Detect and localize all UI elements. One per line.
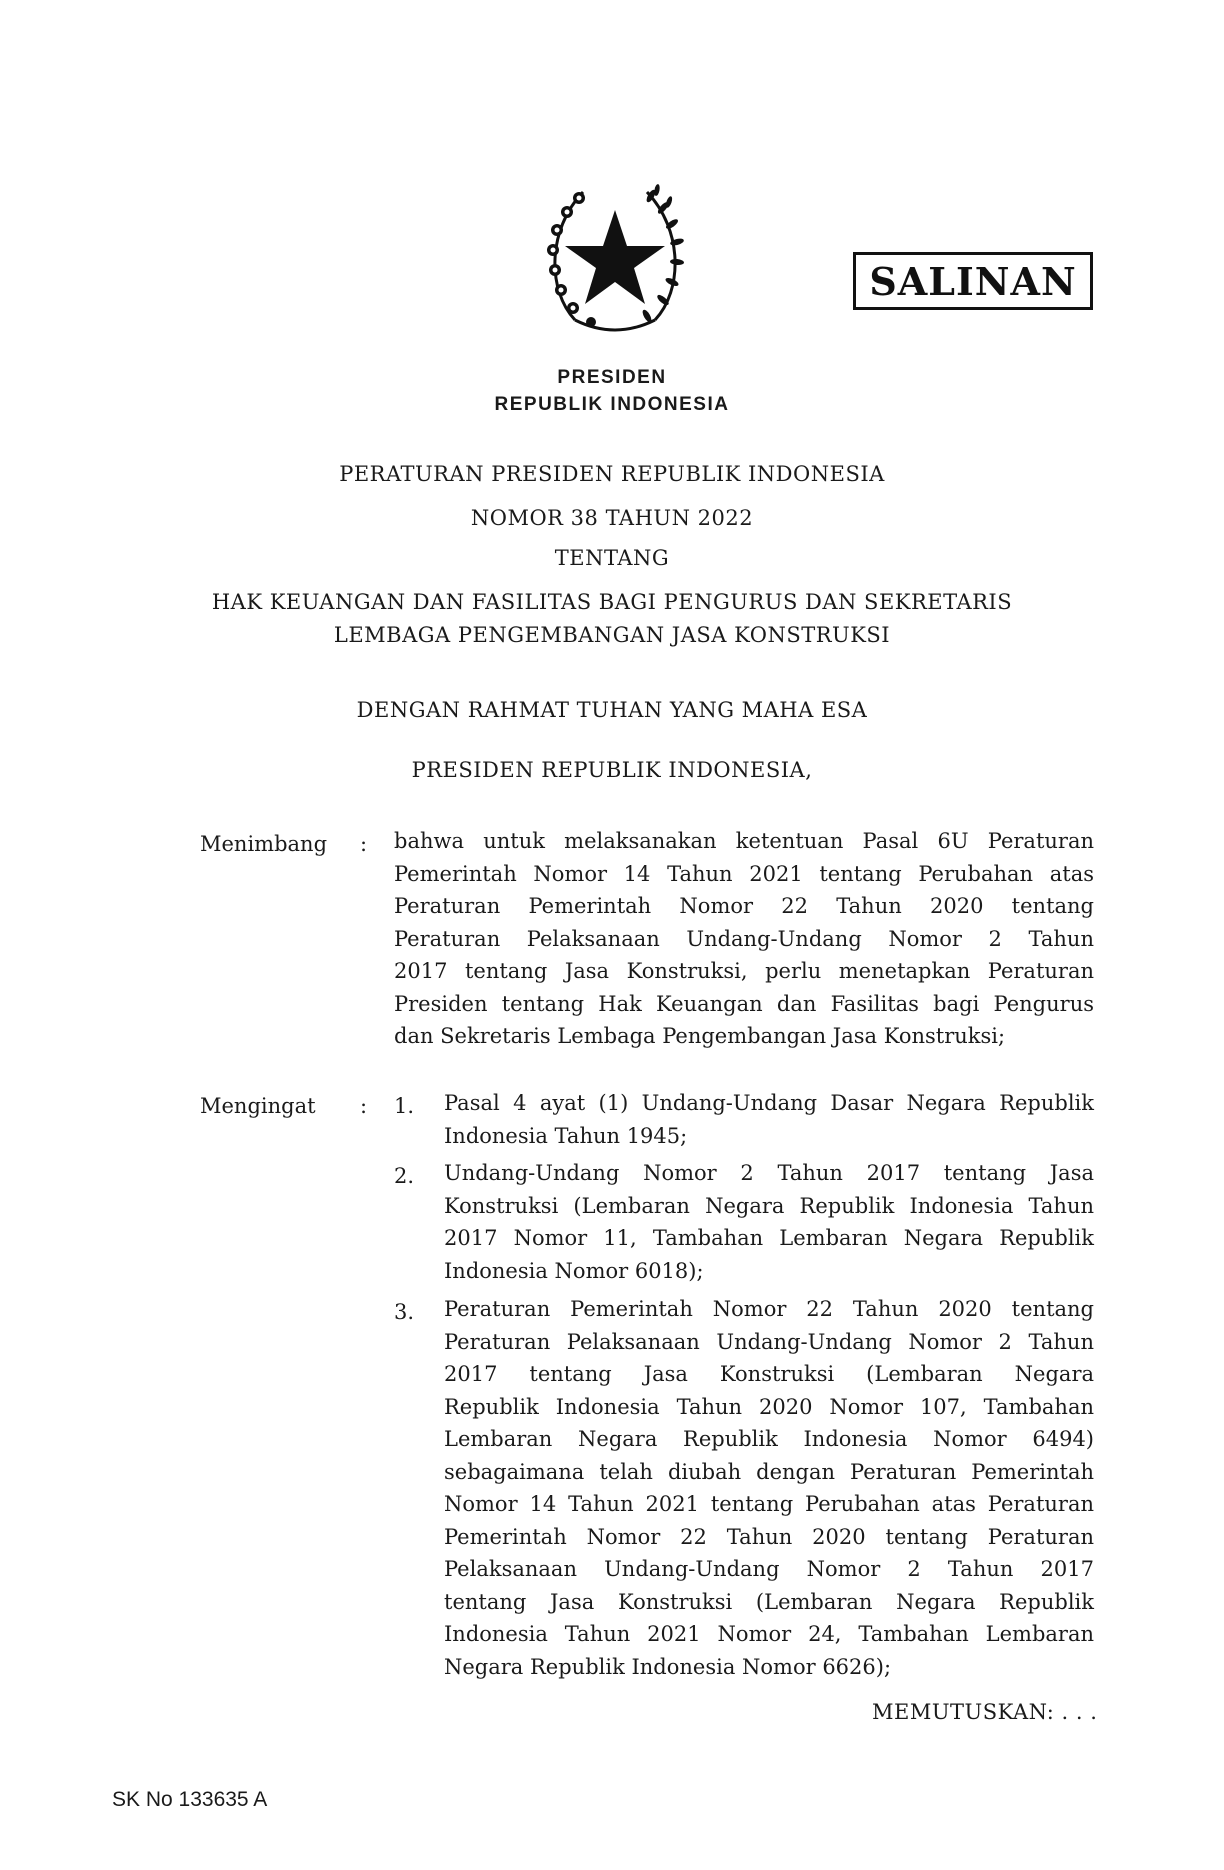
text-line: Indonesia Nomor 6018); xyxy=(444,1258,704,1283)
text-line: sebagaimana telah diubah dengan Peraturan Pemerintah xyxy=(444,1459,1094,1484)
issuer-title: PRESIDEN xyxy=(557,367,667,388)
text-line: Pasal 4 ayat (1) Undang-Undang Dasar Negara Republik xyxy=(444,1091,1094,1115)
copy-stamp: SALINAN xyxy=(853,252,1093,310)
considering-text xyxy=(394,825,1094,1053)
list-item xyxy=(444,1087,1094,1152)
text-line: Presiden tentang Hak Keuangan dan Fasilitas bagi Pengurus xyxy=(394,991,1094,1016)
regulation-type: PERATURAN PRESIDEN REPUBLIK INDONESIA xyxy=(339,462,885,486)
regulation-subject-line2: LEMBAGA PENGEMBANGAN JASA KONSTRUKSI xyxy=(333,623,891,647)
text-line: 2017 tentang Jasa Konstruksi (Lembaran Negara xyxy=(444,1362,1094,1386)
considering-colon: : xyxy=(360,832,368,856)
considering-label: Menimbang xyxy=(200,832,328,856)
text-line: 2017 Nomor 11, Tambahan Lembaran Negara Republik xyxy=(444,1226,1094,1250)
text-line: bahwa untuk melaksanakan ketentuan Pasal 6U Peraturan xyxy=(394,829,1094,853)
text-line: Peraturan Pelaksanaan Undang-Undang Nomor 2 Tahun xyxy=(394,926,1094,951)
text-line: Nomor 14 Tahun 2021 tentang Perubahan atas Peraturan xyxy=(444,1492,1094,1516)
regulation-about: TENTANG xyxy=(554,546,670,570)
text-line: Peraturan Pemerintah Nomor 22 Tahun 2020 tentang xyxy=(444,1297,1094,1321)
text-line: Negara Republik Indonesia Nomor 6626); xyxy=(444,1654,892,1679)
text-line: Indonesia Tahun 2021 Nomor 24, Tambahan Lembaran xyxy=(444,1622,1094,1646)
text-line: Pemerintah Nomor 14 Tahun 2021 tentang Perubahan atas xyxy=(394,861,1094,886)
text-line: Pelaksanaan Undang-Undang Nomor 2 Tahun 2017 xyxy=(444,1557,1094,1581)
text-line: Peraturan Pemerintah Nomor 22 Tahun 2020 tentang xyxy=(394,894,1094,918)
text-line: Lembaran Negara Republik Indonesia Nomor 6494) xyxy=(444,1427,1094,1451)
state-emblem-icon xyxy=(535,180,695,340)
text-line: Undang-Undang Nomor 2 Tahun 2017 tentang Jasa xyxy=(444,1161,1094,1185)
text-line: tentang Jasa Konstruksi (Lembaran Negara Republik xyxy=(444,1589,1094,1614)
list-item xyxy=(444,1157,1094,1287)
sk-number: SK No 133635 A xyxy=(112,1788,268,1811)
list-item-number: 1. xyxy=(394,1094,415,1118)
text-line: Republik Indonesia Tahun 2020 Nomor 107, Tambahan xyxy=(444,1394,1094,1419)
list-item xyxy=(444,1293,1094,1683)
text-line: Peraturan Pelaksanaan Undang-Undang Nomor 2 Tahun xyxy=(444,1329,1094,1354)
recalling-label: Mengingat xyxy=(200,1094,316,1118)
recalling-colon: : xyxy=(360,1094,368,1118)
list-item-number: 3. xyxy=(394,1300,415,1324)
text-line: Konstruksi (Lembaran Negara Republik Indonesia Tahun xyxy=(444,1193,1094,1218)
text-line: 2017 tentang Jasa Konstruksi, perlu menetapkan Peraturan xyxy=(394,959,1094,983)
regulation-subject-line1: HAK KEUANGAN DAN FASILITAS BAGI PENGURUS DAN SEKRETARIS xyxy=(211,590,1013,614)
continuation-marker: MEMUTUSKAN: . . . xyxy=(872,1700,1098,1724)
text-line: Indonesia Tahun 1945; xyxy=(444,1123,688,1148)
text-line: dan Sekretaris Lembaga Pengembangan Jasa Konstruksi; xyxy=(394,1024,1006,1048)
list-item-number: 2. xyxy=(394,1164,415,1188)
issuer-country: REPUBLIK INDONESIA xyxy=(494,394,730,415)
text-line: Pemerintah Nomor 22 Tahun 2020 tentang Peraturan xyxy=(444,1524,1094,1549)
invocation: DENGAN RAHMAT TUHAN YANG MAHA ESA xyxy=(356,698,868,722)
regulation-number: NOMOR 38 TAHUN 2022 xyxy=(470,506,754,530)
enacting-authority: PRESIDEN REPUBLIK INDONESIA, xyxy=(411,758,813,782)
